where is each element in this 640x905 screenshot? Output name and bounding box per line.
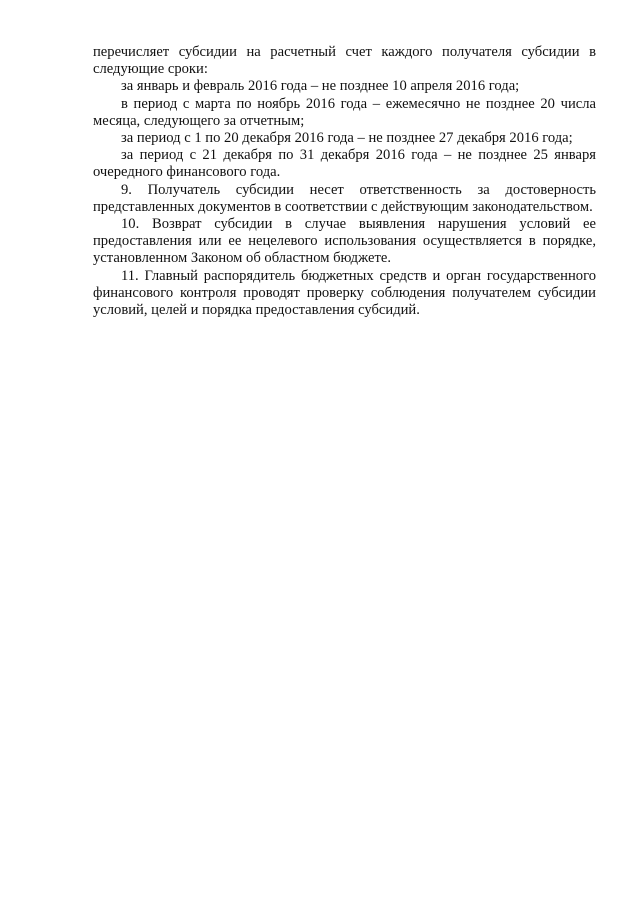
paragraph-item-9: 9. Получатель субсидии несет ответственность за достоверность представленных документов в соответствии с действующим законодательством. xyxy=(93,181,596,215)
paragraph-deadline-mar-nov: в период с марта по ноябрь 2016 года – ежемесячно не позднее 20 числа месяца, следующего за отчетным; xyxy=(93,95,596,129)
paragraph-item-11: 11. Главный распорядитель бюджетных средств и орган государственного финансового контроля проводят проверку соблюдения получателем субсидии условий, целей и порядка предоставления субсидий. xyxy=(93,267,596,319)
paragraph-deadline-dec-1-20: за период с 1 по 20 декабря 2016 года – не позднее 27 декабря 2016 года; xyxy=(121,130,573,147)
paragraph-transfer-intro: перечисляет субсидии на расчетный счет каждого получателя субсидии в следующие сроки: xyxy=(93,44,596,78)
document-body xyxy=(93,44,596,319)
paragraph-deadline-jan-feb: за январь и февраль 2016 года – не позднее 10 апреля 2016 года; xyxy=(121,78,520,95)
paragraph-deadline-dec-21-31: за период с 21 декабря по 31 декабря 2016 года – не позднее 25 января очередного финансового года. xyxy=(93,147,596,181)
paragraph-item-10: 10. Возврат субсидии в случае выявления нарушения условий ее предоставления или ее нецелевого использования осуществляется в порядке, установленном Законом об областном бюджете. xyxy=(93,216,596,267)
